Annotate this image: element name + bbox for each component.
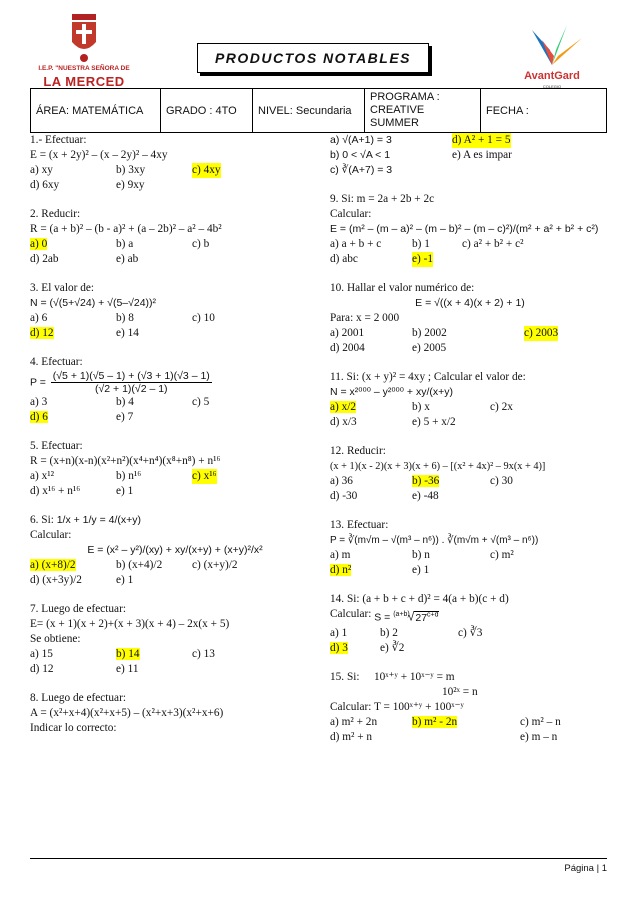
option[interactable]: b) 2002 <box>412 327 447 339</box>
option[interactable]: e) ab <box>116 253 139 265</box>
problem-title: 5. Efectuar: <box>30 440 83 452</box>
option[interactable]: b) 4 <box>116 396 134 408</box>
option[interactable]: a) √(A+1) = 3 <box>330 134 392 146</box>
brand-name: AvantGard <box>524 70 580 82</box>
problem-14 <box>330 592 610 656</box>
school-crest-icon <box>68 12 100 64</box>
option-correct[interactable]: d) n² <box>330 564 352 576</box>
option[interactable]: c) (x+y)/2 <box>192 559 238 571</box>
option[interactable]: c) 30 <box>490 475 513 487</box>
option[interactable]: a) a + b + c <box>330 238 382 250</box>
option[interactable]: b) 0 < √A < 1 <box>330 149 391 161</box>
problem-title: 4. Efectuar: <box>30 356 83 368</box>
option[interactable]: c) 2x <box>490 401 513 413</box>
problem-4 <box>30 355 320 425</box>
info-area: ÁREA: MATEMÁTICA <box>31 89 161 133</box>
option[interactable]: b) 8 <box>116 312 134 324</box>
expr-lhs: P = <box>30 376 46 389</box>
problem-expr: P = ∛(m√m – √(m³ – n⁶)) . ∛(m√m + √(m³ – n⁶)) <box>330 535 539 546</box>
problem-8-options <box>330 133 610 178</box>
problem-13 <box>330 518 610 578</box>
option-correct[interactable]: c) 2003 <box>524 327 559 339</box>
problem-note: Se obtiene: <box>30 633 81 645</box>
problem-expr: E= (x + 1)(x + 2)+(x + 3)(x + 4) – 2x(x + 5) <box>30 618 230 630</box>
option[interactable]: b) 1 <box>412 238 430 250</box>
problem-12 <box>330 444 610 504</box>
info-programa: PROGRAMA : CREATIVE SUMMER <box>365 89 481 133</box>
option[interactable]: d) 12 <box>30 663 54 675</box>
option[interactable]: a) 6 <box>30 312 48 324</box>
school-name-line1: I.E.P. "NUESTRA SEÑORA DE <box>38 65 130 72</box>
option-correct[interactable]: d) 12 <box>30 327 54 339</box>
problem-expr: E = (m² – (m – a)² – (m – b)² – (m – c)²)/(m² + a² + b² + c²) <box>330 223 599 235</box>
option[interactable]: d) x/3 <box>330 416 357 428</box>
problem-note: Indicar lo correcto: <box>30 722 117 734</box>
fraction-numerator: (√5 + 1)(√5 – 1) + (√3 + 1)(√3 – 1) <box>52 370 210 382</box>
problem-expr: R = (a + b)² – (b - a)² + (a – 2b)² – a² – 4b² <box>30 223 222 235</box>
option[interactable]: b) n <box>412 549 430 561</box>
option[interactable]: a) 36 <box>330 475 353 487</box>
option-correct[interactable]: d) A² + 1 = 5 <box>452 134 511 146</box>
option[interactable]: e) 1 <box>116 485 134 497</box>
option[interactable]: a) xy <box>30 164 53 176</box>
option[interactable]: b) 2 <box>380 626 398 639</box>
option[interactable]: c) 10 <box>192 312 215 324</box>
option[interactable]: a) 3 <box>30 396 48 408</box>
option[interactable]: a) m <box>330 549 351 561</box>
option-correct[interactable]: b) -36 <box>412 475 440 487</box>
brand-sub: COLEGIO <box>542 84 562 89</box>
option[interactable]: c) m² <box>490 549 514 561</box>
problem-expr: E = (x² – y²)/(xy) + xy/(x+y) + (x+y)²/x² <box>87 544 263 556</box>
option-correct[interactable]: a) 0 <box>30 238 48 250</box>
option-correct[interactable]: d) 6 <box>30 411 48 423</box>
page-title: PRODUCTOS NOTABLES <box>214 50 412 66</box>
option[interactable]: d) -30 <box>330 490 358 502</box>
school-logo <box>38 12 130 94</box>
problem-expr: (x + 1)(x - 2)(x + 3)(x + 6) – [(x² + 4x)² – 9x(x + 4)] <box>330 461 546 472</box>
problem-8 <box>30 691 320 736</box>
page-number: Página | 1 <box>564 863 607 874</box>
option[interactable]: a) m² + 2n <box>330 715 378 728</box>
option-correct[interactable]: c) 4xy <box>192 164 221 176</box>
option[interactable]: e) 9xy <box>116 179 145 191</box>
problem-title: 1.- Efectuar: <box>30 134 87 146</box>
option[interactable]: d) x¹⁶ + n¹⁶ <box>30 485 81 497</box>
option[interactable]: e) 5 + x/2 <box>412 416 456 428</box>
option[interactable]: c) ∛(A+7) = 3 <box>330 164 393 176</box>
option-correct[interactable]: a) x/2 <box>330 401 357 413</box>
problem-title: 10. Hallar el valor numérico de: <box>330 282 475 294</box>
problem-expr: $S = ^{(a+b)}√27^{c+d}$ <box>374 609 439 624</box>
left-column <box>30 133 320 750</box>
problem-title: 15. Si: <box>330 670 360 683</box>
problem-title: 13. Efectuar: <box>330 519 389 531</box>
option[interactable]: d) 2ab <box>30 253 59 265</box>
option[interactable]: b) 3xy <box>116 164 146 176</box>
problem-expr <box>30 370 320 395</box>
avantgard-logo <box>512 20 592 92</box>
option[interactable]: d) abc <box>330 253 358 265</box>
option[interactable]: e) 1 <box>412 564 430 576</box>
option[interactable]: c) b <box>192 238 210 250</box>
option[interactable]: e) A es impar <box>452 149 512 161</box>
info-table <box>30 88 607 133</box>
problem-expr: N = (√(5+√24) + √(5–√24))² <box>30 297 157 309</box>
problem-11 <box>330 370 610 430</box>
title-box <box>197 43 429 73</box>
calc-label: Calcular: <box>30 529 72 541</box>
problem-note: Para: x = 2 000 <box>330 312 400 324</box>
info-nivel: NIVEL: Secundaria <box>253 89 365 133</box>
option[interactable]: e) -48 <box>412 490 439 502</box>
option[interactable]: d) 6xy <box>30 179 60 191</box>
option[interactable]: d) 2004 <box>330 342 365 354</box>
option[interactable]: b) x <box>412 401 430 413</box>
option-correct[interactable]: d) 3 <box>330 641 348 654</box>
option[interactable]: c) ∛3 <box>458 626 483 639</box>
problem-expr: N = x²⁰⁰⁰ – y²⁰⁰⁰ + xy/(x+y) <box>330 386 453 398</box>
problem-3 <box>30 281 320 341</box>
info-grado: GRADO : 4TO <box>161 89 253 133</box>
option[interactable]: e) 7 <box>116 411 134 423</box>
option[interactable]: e) 2005 <box>412 342 447 354</box>
option[interactable]: c) a² + b² + c² <box>462 238 524 250</box>
problem-title: 3. El valor de: <box>30 282 94 294</box>
page-footer <box>30 858 607 874</box>
problem-title: 14. Si: (a + b + c + d)² = 4(a + b)(c + d) <box>330 593 509 605</box>
option[interactable]: e) 14 <box>116 327 139 339</box>
problem-condition-2: 10²ˣ = n <box>442 685 478 698</box>
option[interactable]: e) ∛2 <box>380 641 405 654</box>
problem-title: 12. Reducir: <box>330 445 386 457</box>
problem-expr: A = (x²+x+4)(x²+x+5) – (x²+x+3)(x²+x+6) <box>30 707 224 719</box>
option-correct[interactable]: b) m² - 2n <box>412 715 458 728</box>
option[interactable]: d) (x+3y)/2 <box>30 574 82 586</box>
problem-15 <box>330 670 610 745</box>
school-name-line2: LA MERCED <box>43 74 125 89</box>
info-fecha: FECHA : <box>481 89 607 133</box>
problem-expr: R = (x+n)(x-n)(x²+n²)(x⁴+n⁴)(x⁸+n⁸) + n¹⁶ <box>30 455 221 467</box>
problem-9 <box>330 192 610 267</box>
problem-title: 2. Reducir: <box>30 208 81 220</box>
option-correct[interactable]: c) x¹⁶ <box>192 470 217 482</box>
option[interactable]: e) m – n <box>520 730 558 743</box>
option[interactable]: b) (x+4)/2 <box>116 559 163 571</box>
problem-1 <box>30 133 320 193</box>
problem-10 <box>330 281 610 356</box>
option[interactable]: b) a <box>116 238 134 250</box>
problem-expr: E = √((x + 4)(x + 2) + 1) <box>415 297 525 309</box>
option[interactable]: e) 1 <box>116 574 134 586</box>
problem-condition: 1/x + 1/y = 4/(x+y) <box>56 514 142 526</box>
bird-icon <box>512 20 592 70</box>
option[interactable]: e) 11 <box>116 663 139 675</box>
problem-7 <box>30 602 320 677</box>
option[interactable]: c) m² – n <box>520 715 561 728</box>
problem-5 <box>30 439 320 499</box>
problem-title: 11. Si: (x + y)² = 4xy ; Calcular el valor de: <box>330 371 526 383</box>
option-correct[interactable]: b) 14 <box>116 648 140 660</box>
option[interactable]: a) 1 <box>330 626 348 639</box>
problem-expr: E = (x + 2y)² – (x – 2y)² – 4xy <box>30 149 168 161</box>
option[interactable]: c) 13 <box>192 648 215 660</box>
option[interactable]: a) 15 <box>30 648 53 660</box>
option[interactable]: b) n¹⁶ <box>116 470 142 482</box>
option[interactable]: a) x¹² <box>30 470 55 482</box>
calc-label: Calcular: <box>330 208 372 220</box>
option-correct[interactable]: a) (x+8)/2 <box>30 559 76 571</box>
problem-title: 6. Si: <box>30 514 54 526</box>
fraction-denominator: (√2 + 1)(√2 – 1) <box>95 383 168 395</box>
calc-label: Calcular: T = 100ˣ⁺ʸ + 100ˣ⁻ʸ <box>330 700 464 713</box>
option-correct[interactable]: e) -1 <box>412 253 434 265</box>
problem-6 <box>30 513 320 588</box>
right-column <box>330 133 610 759</box>
option[interactable]: d) m² + n <box>330 730 373 743</box>
option[interactable]: a) 2001 <box>330 327 365 339</box>
problem-title: 8. Luego de efectuar: <box>30 692 126 704</box>
problem-condition-1: 10ˣ⁺ʸ + 10ˣ⁻ʸ = m <box>374 670 455 683</box>
problem-title: 9. Si: m = 2a + 2b + 2c <box>330 193 435 205</box>
problem-title: 7. Luego de efectuar: <box>30 603 126 615</box>
calc-label: Calcular: <box>330 608 372 620</box>
problem-2 <box>30 207 320 267</box>
option[interactable]: c) 5 <box>192 396 210 408</box>
